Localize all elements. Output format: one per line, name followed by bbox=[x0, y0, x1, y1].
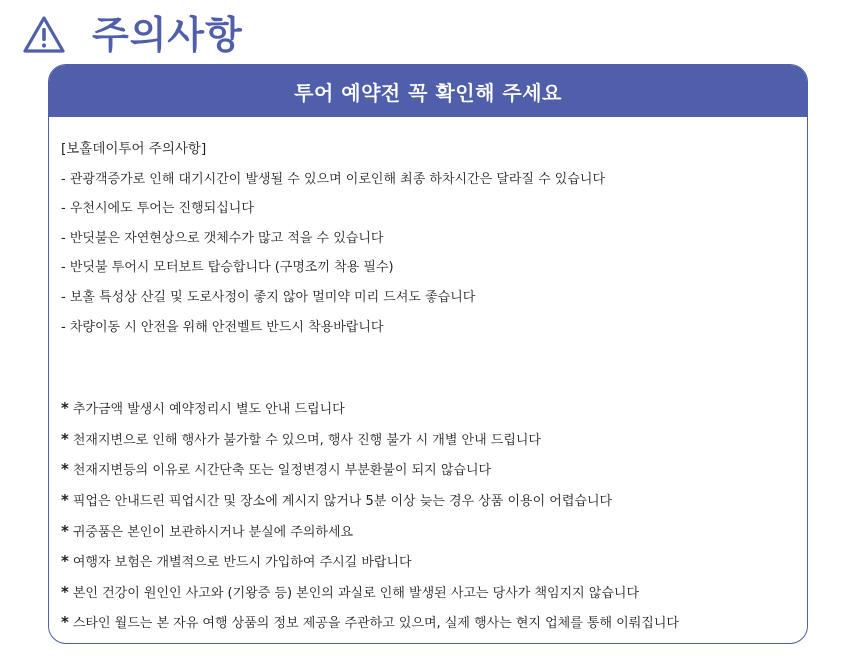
warning-triangle-icon bbox=[22, 15, 66, 55]
caution-text: 귀중품은 본인이 보관하시거나 분실에 주의하세요 bbox=[72, 524, 354, 540]
caution-item bbox=[61, 547, 807, 578]
caution-text: 천재지변등의 이유로 시간단축 또는 일정변경시 부분환불이 되지 않습니다 bbox=[72, 463, 492, 479]
page-title: 주의사항 bbox=[92, 13, 243, 57]
notice-header: 투어 예약전 꼭 확인해 주세요 bbox=[49, 65, 807, 117]
asterisk-marker: * bbox=[61, 582, 69, 601]
notice-item: - 반딧불 투어시 모터보트 탑승합니다 (구명조끼 착용 필수) bbox=[61, 260, 394, 276]
notice-item: - 차량이동 시 안전을 위해 안전벨트 반드시 착용바랍니다 bbox=[61, 319, 384, 335]
caution-text: 스타인 월드는 본 자유 여행 상품의 정보 제공을 주관하고 있으며, 실제 행사는 현지 업체를 통해 이뤄집니다 bbox=[72, 616, 679, 632]
notice-item: - 보홀 특성상 산길 및 도로사정이 좋지 않아 멀미약 미리 드셔도 좋습니다 bbox=[61, 289, 476, 305]
caution-text: 여행자 보험은 개별적으로 반드시 가입하여 주시길 바랍니다 bbox=[72, 555, 412, 571]
notice-box bbox=[48, 64, 808, 644]
asterisk-marker: * bbox=[61, 613, 69, 632]
asterisk-marker: * bbox=[61, 399, 69, 418]
caution-item bbox=[61, 394, 807, 425]
asterisk-marker: * bbox=[61, 429, 69, 448]
caution-item bbox=[61, 455, 807, 486]
caution-text: 본인 건강이 원인인 사고와 (기왕증 등) 본인의 과실로 인해 발생된 사고는 당사가 책임지지 않습니다 bbox=[72, 585, 640, 601]
notice-body bbox=[49, 117, 807, 639]
asterisk-marker: * bbox=[61, 460, 69, 479]
caution-item bbox=[61, 425, 807, 456]
caution-item bbox=[61, 608, 807, 639]
title-row bbox=[22, 8, 243, 62]
section-heading: [보홀데이투어 주의사항] bbox=[61, 141, 207, 157]
notice-item: - 반딧불은 자연현상으로 갯체수가 많고 적을 수 있습니다 bbox=[61, 230, 384, 246]
caution-text: 픽업은 안내드린 픽업시간 및 장소에 계시지 않거나 5분 이상 늦는 경우 상품 이용이 어렵습니다 bbox=[72, 493, 613, 509]
caution-item bbox=[61, 486, 807, 517]
notice-item: - 관광객증가로 인해 대기시간이 발생될 수 있으며 이로인해 최종 하차시간은 달라질 수 있습니다 bbox=[61, 171, 606, 187]
caution-text: 추가금액 발생시 예약정리시 별도 안내 드립니다 bbox=[72, 402, 345, 418]
asterisk-marker: * bbox=[61, 552, 69, 571]
asterisk-marker: * bbox=[61, 490, 69, 509]
caution-item bbox=[61, 578, 807, 609]
notice-item: - 우천시에도 투어는 진행되십니다 bbox=[61, 201, 254, 217]
section-spacer bbox=[61, 342, 807, 394]
asterisk-marker: * bbox=[61, 521, 69, 540]
caution-item bbox=[61, 517, 807, 548]
caution-text: 천재지변으로 인해 행사가 불가할 수 있으며, 행사 진행 불가 시 개별 안내 드립니다 bbox=[72, 432, 541, 448]
